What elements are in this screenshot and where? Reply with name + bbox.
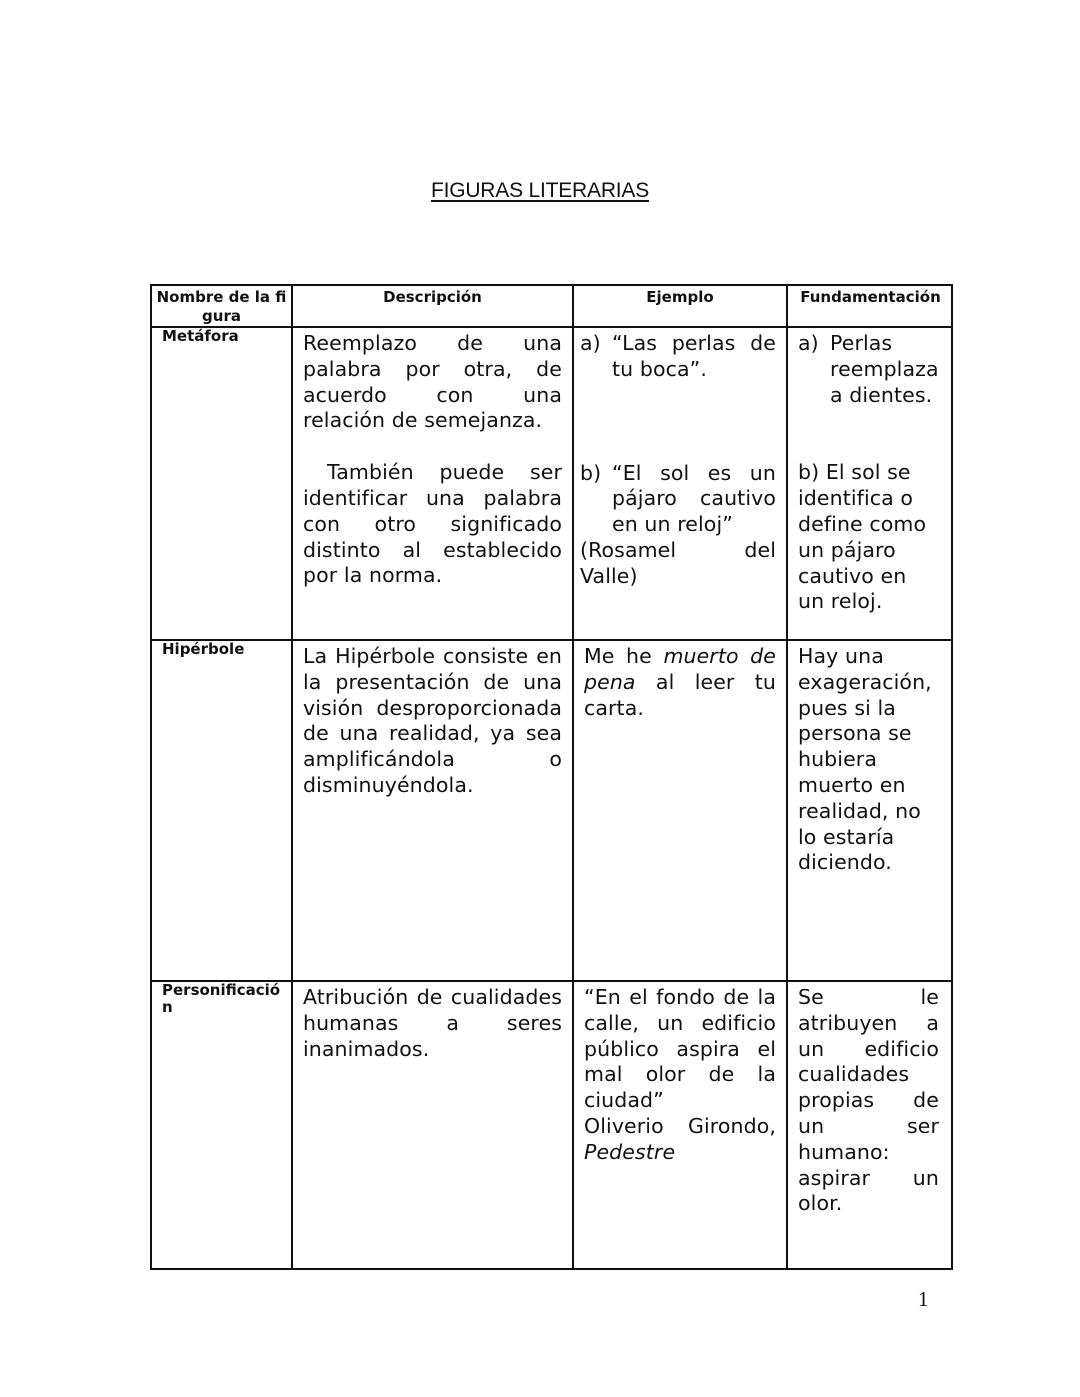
table-row-personificacion — [151, 981, 952, 1269]
example-cell — [573, 640, 787, 981]
example-item — [580, 461, 776, 538]
example-cell — [573, 981, 787, 1269]
example-text: “El sol es un pájaro cautivo en un reloj” — [612, 460, 776, 537]
figure-name: Hipérbole — [151, 640, 292, 981]
basis-cell — [787, 981, 952, 1269]
basis-text: Hay una exageración, pues si la persona se hubiera muerto en realidad, no lo estaría diciendo. — [798, 644, 932, 875]
page-title: FIGURAS LITERARIAS — [430, 179, 650, 202]
example-text: “Las perlas de tu boca”. — [612, 331, 776, 381]
basis-item — [798, 331, 939, 408]
list-marker: a) — [798, 331, 819, 355]
basis-cell — [787, 640, 952, 981]
figures-table — [150, 284, 953, 1270]
example-cell — [573, 327, 787, 640]
description-text: Atribución de cualidades humanas a seres inanimados. — [303, 985, 562, 1061]
example-item — [580, 331, 776, 383]
example-source: (Rosamel del Valle) — [580, 537, 776, 588]
basis-text: b) El sol se identifica o define como un pájaro cautivo en un reloj. — [798, 460, 927, 614]
basis-text: Perlas reemplaza a dientes. — [830, 331, 939, 407]
header-basis: Fundamentación — [787, 285, 952, 327]
basis-cell — [787, 327, 952, 640]
header-name: Nombre de la figura — [151, 285, 292, 327]
example-quote: “En el fondo de la calle, un edificio público aspira el mal olor de la ciudad” — [584, 985, 776, 1113]
header-example: Ejemplo — [573, 285, 787, 327]
description-text: La Hipérbole consiste en la presentación de una visión desproporcionada de una realidad, ya sea amplificándola o disminuyéndola. — [303, 644, 562, 797]
figure-name: Metáfora — [151, 327, 292, 640]
example-text — [584, 644, 776, 721]
example-text-italic: muerto de pena — [584, 644, 777, 694]
example-text-end: al leer tu carta. — [584, 669, 776, 720]
list-marker: a) — [580, 331, 601, 355]
description-text: También puede ser identificar una palabra con otro significado distinto al establecido por la norma. — [303, 460, 562, 588]
description-text: Reemplazo de una palabra por otra, de acuerdo con una relación de semejanza. — [303, 331, 562, 433]
example-author: Oliverio Girondo, — [584, 1113, 776, 1138]
example-work-title: Pedestre — [584, 1139, 676, 1164]
table-row-hiperbole — [151, 640, 952, 981]
example-text-start: Me he — [584, 644, 664, 668]
figure-name: Personificación — [151, 981, 292, 1269]
basis-text: Se le atribuyen a un edificio cualidades propias de un ser humano: aspirar un olor. — [798, 985, 939, 1216]
description-cell — [292, 981, 573, 1269]
example-work — [584, 1140, 776, 1166]
page-number: 1 — [918, 1287, 929, 1311]
description-cell — [292, 327, 573, 640]
table-header-row — [151, 285, 952, 327]
list-marker: b) — [580, 460, 602, 485]
table-row-metafora — [151, 327, 952, 640]
description-cell — [292, 640, 573, 981]
header-description: Descripción — [292, 285, 573, 327]
